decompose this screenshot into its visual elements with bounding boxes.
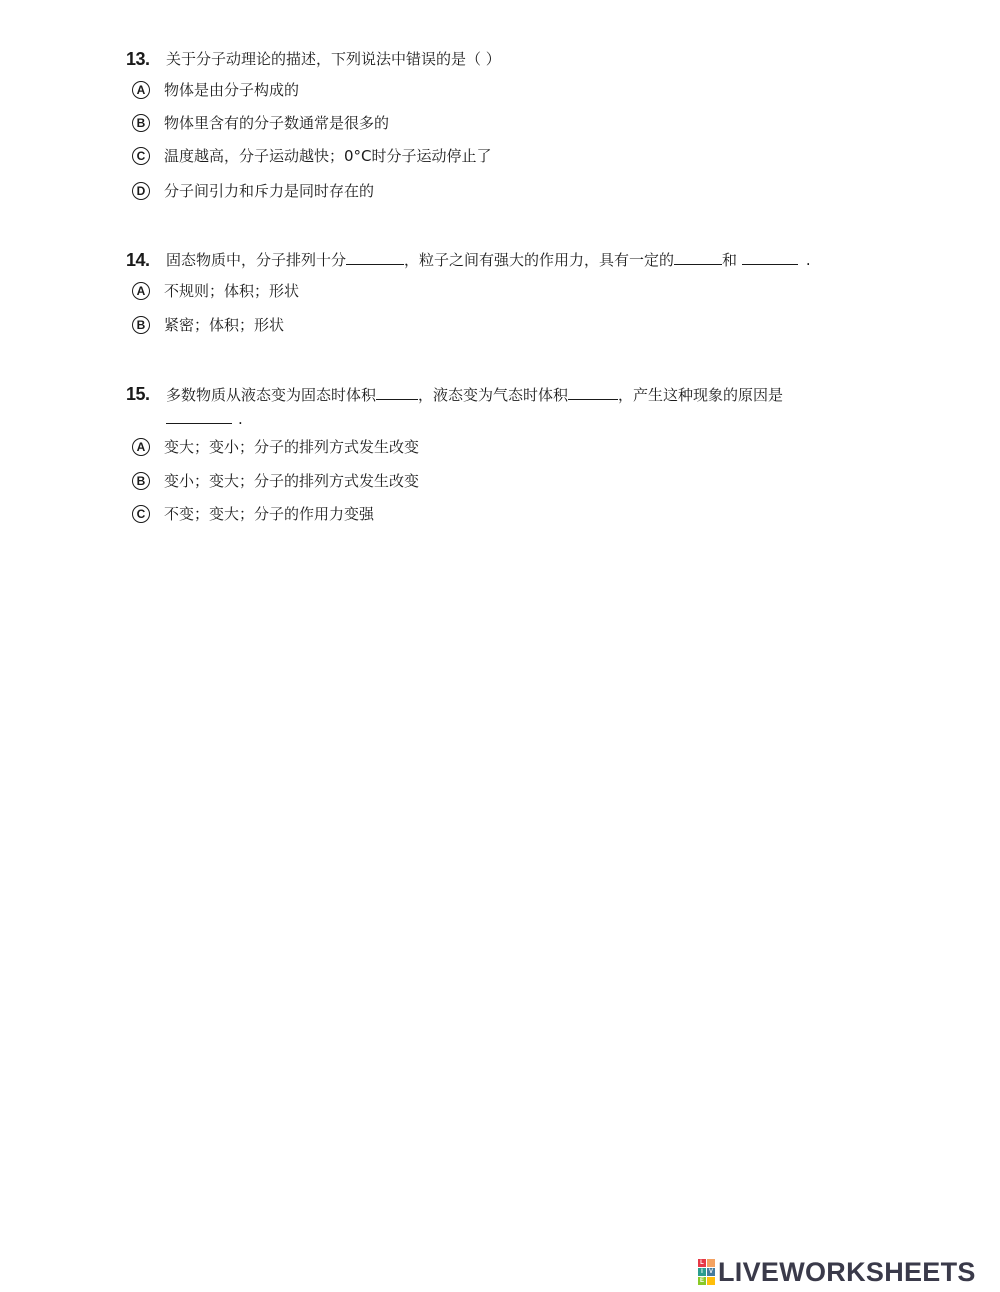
text-part: 固态物质中，分子排列十分 [166,251,347,269]
question-13-option-c[interactable] [132,145,492,167]
option-letter-icon: C [132,505,150,523]
question-13 [126,48,866,70]
option-letter-icon: A [132,81,150,99]
answer-blank[interactable] [674,250,722,265]
logo-block [707,1259,715,1267]
option-text: 物体里含有的分子数通常是很多的 [164,114,390,132]
question-text [166,383,866,431]
question-13-option-d[interactable] [132,180,374,202]
option-text: 不规则；体积；形状 [164,282,300,300]
question-13-option-a[interactable] [132,79,299,101]
option-letter-icon: B [132,472,150,490]
answer-blank[interactable] [742,250,798,265]
answer-blank[interactable] [166,409,232,424]
text-part: 多数物质从液态变为固态时体积 [166,386,377,404]
text-part: ，粒子之间有强大的作用力，具有一定的 [404,251,675,269]
logo-block: V [708,1269,713,1275]
question-15-option-c[interactable] [132,503,374,525]
option-letter-icon: A [132,438,150,456]
question-15-option-a[interactable] [132,436,419,458]
logo-block [707,1277,715,1285]
question-text [166,249,866,271]
option-text: 紧密；体积；形状 [164,316,285,334]
option-text: 物体是由分子构成的 [164,81,300,99]
logo-block: I [698,1268,706,1276]
question-15 [126,383,866,431]
question-number: 14. [126,250,150,270]
liveworksheets-logo [698,1258,976,1286]
question-15-stem [126,383,866,431]
text-part: ，产生这种现象的原因是 [618,386,784,404]
question-14-option-a[interactable] [132,280,299,302]
option-text: 分子间引力和斥力是同时存在的 [164,182,375,200]
text-part: ，液态变为气态时体积 [418,386,569,404]
text-part: . [805,251,811,269]
question-14-stem [126,249,866,271]
text-part: 和 [722,251,742,269]
logo-block: L [698,1259,706,1267]
option-text: 变小；变大；分子的排列方式发生改变 [164,472,420,490]
text-part: . [238,410,243,428]
question-14 [126,249,866,271]
question-13-stem [126,48,866,70]
answer-blank[interactable] [376,385,418,400]
option-text: 不变；变大；分子的作用力变强 [164,505,375,523]
answer-blank[interactable] [346,250,404,265]
option-letter-icon: A [132,282,150,300]
question-14-option-b[interactable] [132,314,284,336]
option-letter-icon: D [132,182,150,200]
option-text: 温度越高，分子运动越快；0°C时分子运动停止了 [164,147,492,165]
question-number: 13. [126,49,150,69]
logo-text: LIVEWORKSHEETS [718,1256,976,1287]
question-13-option-b[interactable] [132,112,389,134]
option-letter-icon: C [132,147,150,165]
question-15-option-b[interactable] [132,470,419,492]
question-number: 15. [126,384,150,404]
question-text: 关于分子动理论的描述，下列说法中错误的是（ ） [166,50,501,68]
answer-blank[interactable] [568,385,618,400]
option-text: 变大；变小；分子的排列方式发生改变 [164,438,420,456]
logo-blocks-icon [698,1259,715,1285]
option-letter-icon: B [132,114,150,132]
option-letter-icon: B [132,316,150,334]
logo-block: E [699,1278,704,1284]
